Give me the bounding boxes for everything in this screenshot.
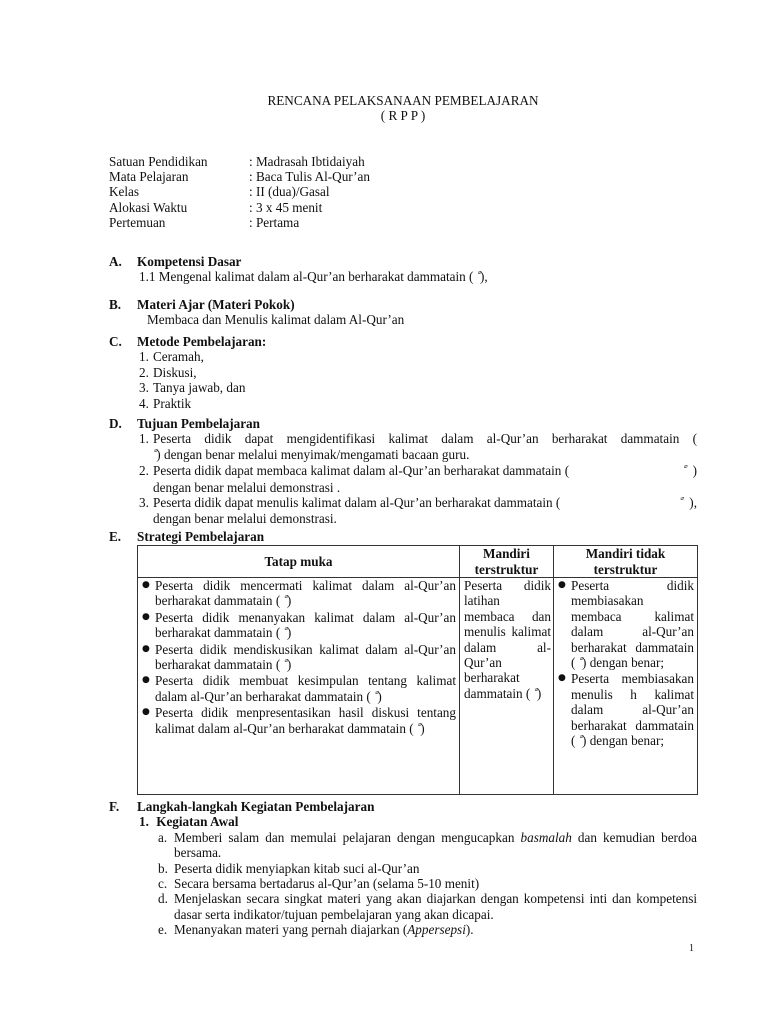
subsection-title: Kegiatan Awal bbox=[156, 814, 239, 830]
table-cell bbox=[554, 578, 698, 795]
text-fragment bbox=[679, 495, 697, 511]
info-label: Satuan Pendidikan bbox=[109, 154, 208, 169]
emphasis-text: Appersepsi bbox=[407, 922, 466, 938]
section-kompetensi-dasar bbox=[109, 254, 697, 286]
section-letter: D. bbox=[109, 416, 122, 431]
item-number: 2. bbox=[139, 364, 149, 380]
method-list bbox=[109, 349, 697, 411]
text-fragment: ), bbox=[480, 269, 488, 285]
list-item bbox=[138, 705, 459, 737]
list-item bbox=[158, 876, 697, 891]
item-text: Praktik bbox=[153, 395, 192, 411]
text-fragment bbox=[683, 463, 697, 479]
strategy-table bbox=[137, 545, 698, 795]
bullet-icon: ● bbox=[142, 643, 150, 654]
text-fragment: ) bbox=[536, 685, 542, 701]
item-number: 1. bbox=[139, 431, 149, 447]
list-item bbox=[139, 349, 697, 364]
section-tujuan bbox=[109, 416, 697, 527]
list-item bbox=[138, 642, 459, 674]
section-title: Metode Pembelajaran: bbox=[137, 334, 267, 349]
text-fragment: ) bbox=[420, 720, 425, 736]
item-text: Memberi salam dan memulai pelajaran dengan mengucapkan bbox=[174, 829, 521, 845]
list-item bbox=[138, 610, 459, 642]
info-value: : 3 x 45 menit bbox=[249, 199, 323, 215]
info-label: Alokasi Waktu bbox=[109, 199, 188, 215]
emphasis-text: basmalah bbox=[520, 829, 572, 845]
subsection-heading bbox=[139, 814, 697, 829]
item-text: Peserta didik mendiskusikan kalimat dalam al-Qur’an berharakat dammatain ( bbox=[155, 641, 456, 673]
info-value: : Pertama bbox=[249, 214, 300, 230]
item-text: ). bbox=[465, 922, 474, 938]
item-text: Peserta didik menpresentasikan hasil diskusi tentang kalimat dalam al-Qur’an berharakat dammatain ( bbox=[155, 705, 456, 736]
list-item bbox=[158, 861, 697, 876]
table-row bbox=[138, 578, 698, 795]
list-item bbox=[139, 495, 697, 527]
section-materi-ajar bbox=[109, 297, 697, 328]
item-letter: a. bbox=[158, 829, 168, 845]
list-item bbox=[139, 380, 697, 395]
table-cell bbox=[138, 578, 460, 795]
section-heading bbox=[109, 297, 697, 312]
activity-list bbox=[554, 578, 697, 749]
item-text: Peserta membiasakan menulis h kalimat dalam al-Qur’an berharakat dammatain ( bbox=[571, 671, 694, 749]
item-number: 1. bbox=[139, 349, 149, 365]
section-title: Materi Ajar (Materi Pokok) bbox=[137, 297, 295, 312]
info-label: Mata Pelajaran bbox=[109, 169, 189, 185]
item-number: 3. bbox=[139, 495, 149, 511]
bullet-icon: ● bbox=[558, 673, 566, 684]
item-text: Secara bersama bertadarus al-Qur’an (selama 5-10 menit) bbox=[174, 876, 480, 891]
item-text: Diskusi, bbox=[153, 364, 197, 380]
section-strategi bbox=[109, 529, 697, 544]
item-letter: d. bbox=[158, 891, 168, 907]
item-text: Menanyakan materi yang pernah diajarkan ( bbox=[174, 922, 408, 938]
info-value: : Baca Tulis Al-Qur’an bbox=[249, 169, 371, 185]
list-item bbox=[139, 365, 697, 380]
section-letter: A. bbox=[109, 254, 122, 269]
text-fragment: ) dengan benar; bbox=[582, 655, 665, 671]
list-item bbox=[158, 830, 697, 861]
section-letter: B. bbox=[109, 297, 122, 312]
list-item bbox=[554, 578, 697, 671]
bullet-icon: ● bbox=[142, 675, 150, 686]
document-title: RENCANA PELAKSANAAN PEMBELAJARAN bbox=[267, 93, 539, 108]
section-heading bbox=[109, 529, 697, 544]
item-text: Menjelaskan secara singkat materi yang akan diajarkan dengan kompetensi inti dan kompetensi dasar serta indikator/tujuan pembelajaran yang akan dicapai. bbox=[174, 891, 697, 922]
text-fragment: ) dengan benar; bbox=[582, 733, 665, 749]
activity-list bbox=[138, 578, 459, 737]
table-cell bbox=[460, 578, 554, 795]
info-value: : Madrasah Ibtidaiyah bbox=[249, 154, 365, 169]
item-text: Tanya jawab, dan bbox=[153, 380, 246, 396]
text-fragment: ) bbox=[286, 657, 292, 673]
column-header: Tatap muka bbox=[138, 546, 460, 578]
list-item bbox=[139, 396, 697, 411]
item-text: Peserta didik membuat kesimpulan tentang kalimat dalam al-Qur’an berharakat dammatain ( bbox=[155, 673, 456, 704]
text-fragment: 1.1 Mengenal kalimat dalam al-Qur’an berharakat dammatain ( bbox=[139, 269, 474, 285]
item-letter: b. bbox=[158, 860, 168, 876]
section-letter: C. bbox=[109, 334, 122, 349]
section-text: Membaca dan Menulis kalimat dalam Al-Qur’an bbox=[147, 312, 405, 328]
bullet-icon: ● bbox=[142, 580, 150, 590]
text-fragment: ) bbox=[286, 593, 292, 609]
text-fragment: Peserta didik dapat membaca kalimat dalam al-Qur’an berharakat dammatain ( bbox=[153, 463, 570, 479]
text-fragment: ) bbox=[377, 688, 382, 704]
page-number: 1 bbox=[689, 943, 694, 954]
item-line: dengan benar melalui demonstrasi. bbox=[153, 511, 337, 527]
item-line bbox=[153, 447, 697, 463]
section-heading bbox=[109, 799, 697, 814]
section-title: Kompetensi Dasar bbox=[137, 254, 242, 269]
list-item bbox=[158, 891, 697, 922]
table-header-row bbox=[138, 546, 698, 578]
item-text: Ceramah, bbox=[153, 349, 204, 365]
activity-steps bbox=[158, 830, 697, 938]
text-fragment: ) dengan benar melalui menyimak/mengamati bacaan guru. bbox=[156, 446, 470, 462]
list-item bbox=[158, 922, 697, 937]
bullet-icon: ● bbox=[142, 707, 150, 718]
subsection-number: 1. bbox=[139, 814, 149, 830]
item-number: 2. bbox=[139, 463, 149, 479]
item-number: 4. bbox=[139, 395, 149, 411]
text-fragment: ) bbox=[692, 463, 697, 479]
item-line: dengan benar melalui demonstrasi . bbox=[153, 479, 341, 495]
item-text: Peserta didik menanyakan kalimat dalam al-Qur’an berharakat dammatain ( bbox=[155, 609, 456, 641]
info-value: : II (dua)/Gasal bbox=[249, 184, 330, 200]
objective-list bbox=[109, 431, 697, 526]
bullet-icon: ● bbox=[142, 611, 150, 622]
info-label: Pertemuan bbox=[109, 214, 166, 230]
section-title: Langkah-langkah Kegiatan Pembelajaran bbox=[137, 799, 375, 814]
item-line bbox=[153, 495, 697, 511]
item-letter: c. bbox=[158, 876, 168, 891]
section-heading bbox=[109, 254, 697, 269]
text-fragment: ) bbox=[286, 625, 292, 641]
section-langkah bbox=[109, 799, 697, 938]
list-item bbox=[138, 578, 459, 610]
item-letter: e. bbox=[158, 922, 168, 938]
item-text: Peserta didik menyiapkan kitab suci al-Qur’an bbox=[174, 860, 420, 876]
cell-text bbox=[460, 578, 553, 702]
section-letter: F. bbox=[109, 799, 120, 814]
item-text: dan kemudian berdoa bersama. bbox=[174, 829, 697, 861]
section-title: Tujuan Pembelajaran bbox=[137, 416, 260, 431]
item-line bbox=[153, 463, 697, 479]
section-letter: E. bbox=[109, 529, 122, 544]
document-subtitle: ( R P P ) bbox=[380, 108, 426, 123]
list-item bbox=[138, 673, 459, 705]
section-metode bbox=[109, 334, 697, 411]
item-number: 3. bbox=[139, 380, 149, 396]
list-item bbox=[554, 671, 697, 749]
text-fragment: ), bbox=[689, 495, 697, 511]
column-header: Mandiri tidak terstruktur bbox=[554, 546, 698, 578]
item-text: Peserta didik latihan membaca dan menulis kalimat dalam al-Qur’an berharakat dammatain ( bbox=[464, 578, 551, 701]
info-label: Kelas bbox=[109, 184, 140, 200]
bullet-icon: ● bbox=[558, 580, 566, 590]
section-title: Strategi Pembelajaran bbox=[137, 529, 265, 544]
list-item bbox=[139, 463, 697, 495]
section-heading bbox=[109, 334, 697, 349]
item-line: Peserta didik dapat mengidentifikasi kalimat dalam al-Qur’an berharakat dammatain ( bbox=[153, 431, 697, 447]
list-item bbox=[139, 431, 697, 463]
text-fragment: Peserta didik dapat menulis kalimat dalam al-Qur’an berharakat dammatain ( bbox=[153, 495, 561, 511]
item-text: Peserta didik membiasakan membaca kalimat dalam al-Qur’an berharakat dammatain ( bbox=[571, 578, 694, 671]
column-header: Mandiri terstruktur bbox=[460, 546, 554, 578]
section-heading bbox=[109, 416, 697, 431]
item-text: Peserta didik mencermati kalimat dalam al-Qur’an berharakat dammatain ( bbox=[155, 578, 456, 609]
section-text bbox=[139, 269, 697, 285]
